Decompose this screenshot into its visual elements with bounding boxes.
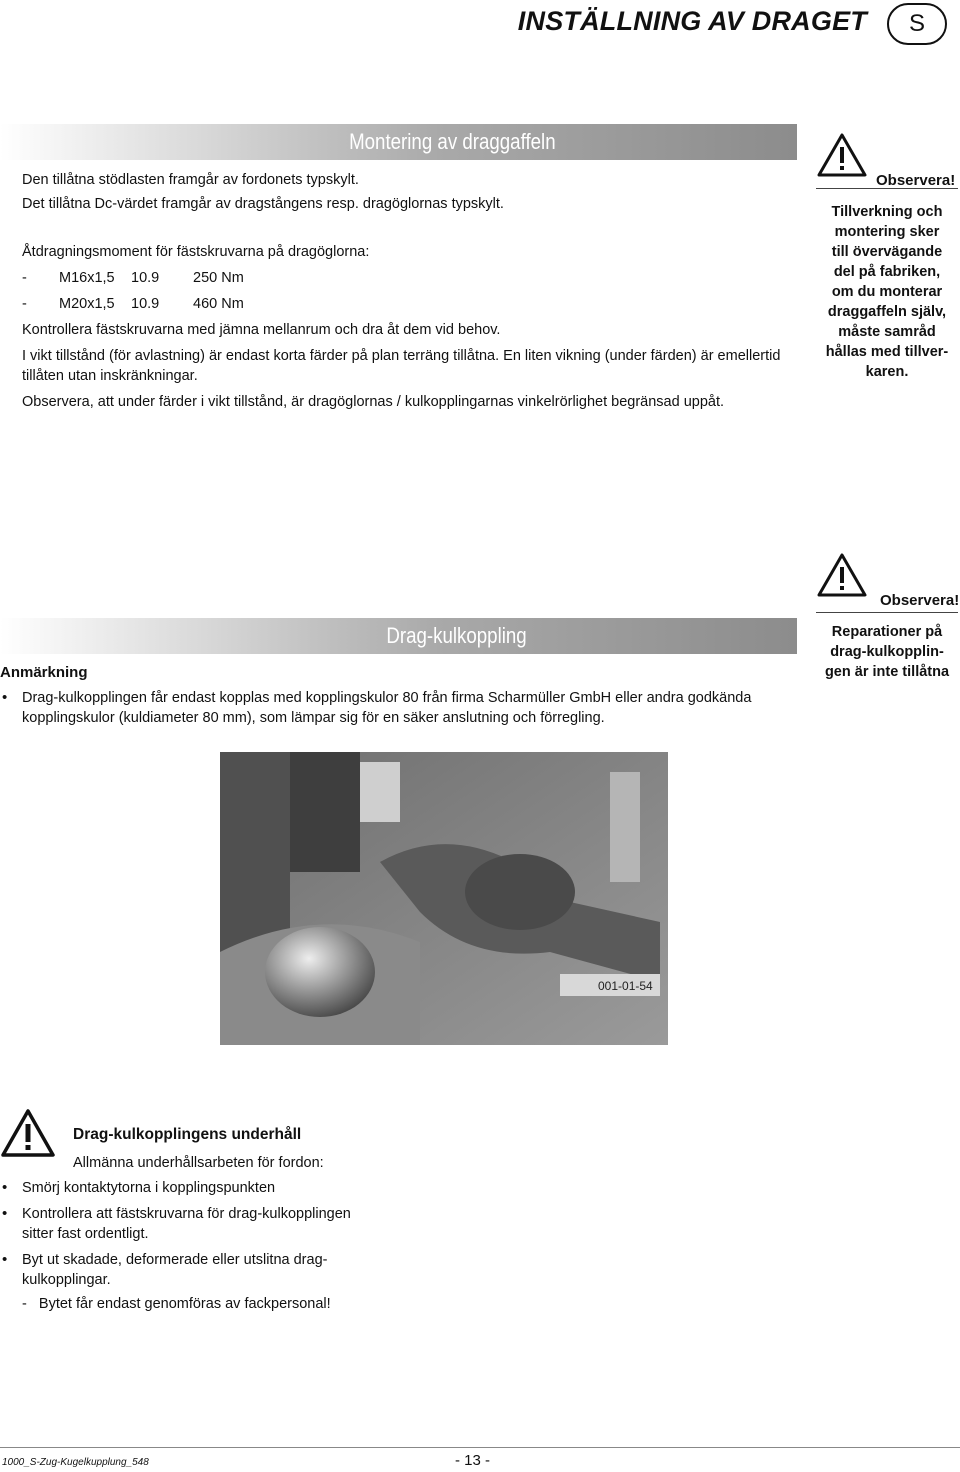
language-badge: S [887,3,947,45]
divider [816,612,958,613]
side-note-line: karen. [865,364,909,380]
maintenance-subtitle: Allmänna underhållsarbeten för fordon: [73,1155,324,1171]
side-note-text [814,202,960,382]
ball-coupling-note-list [0,688,800,728]
section-bar-mounting [0,124,797,160]
torque-dash: - [22,296,27,312]
coupling-photo [220,752,668,1045]
photo-code-label: 001-01-54 [598,979,653,993]
side-note-text [814,622,960,682]
side-note-title: Observera! [880,592,960,609]
side-note-line: gen är inte tillåtna [824,664,950,680]
coupling-photo-image [220,752,668,1045]
page-header-title: INSTÄLLNING AV DRAGET [517,6,867,36]
list-item: • Kontrollera att fästskruvarna för drag-kulkopplingen sitter fast ordentligt. [0,1204,362,1244]
warning-triangle-icon [816,132,868,178]
dc-value-line: Det tillåtna Dc-värdet framgår av dragstångens resp. dragöglornas typskylt. [22,196,504,212]
side-note-line: montering sker [834,224,940,240]
section-bar-ball-coupling [0,618,797,654]
side-note-line: hållas med tillver- [825,344,949,360]
torque-value: 250 Nm [193,270,244,286]
side-note-line: Tillverkning och [831,204,943,220]
list-item: • Smörj kontaktytorna i kopplingspunkten [0,1178,400,1198]
torque-row [22,268,802,288]
torque-size: M20x1,5 [59,296,115,312]
side-note-line: om du monterar [831,284,943,300]
check-screws-line: Kontrollera fästskruvarna med jämna mellanrum och dra åt dem vid behov. [22,322,501,338]
angle-limit-paragraph: Observera, att under färder i vikt tillstånd, är dragöglornas / kulkopplingarnas vinkelrörlighet begränsad uppåt. [22,394,725,410]
warning-triangle-icon [816,552,868,598]
torque-grade: 10.9 [131,296,160,312]
list-item: • Byt ut skadade, deformerade eller utslitna drag-kulkopplingar. [0,1250,372,1290]
side-note-line: måste samråd [838,324,936,340]
warning-triangle-icon [0,1108,56,1158]
torque-dash: - [22,270,27,286]
side-note-line: draggaffeln själv, [827,304,947,320]
torque-row [22,294,802,314]
page-number: - 13 - [455,1452,491,1469]
footer-doc-code: 1000_S-Zug-Kugelkupplung_548 [2,1457,149,1468]
list-item: • Drag-kulkopplingen får endast kopplas med kopplingskulor 80 från firma Scharmüller GmbH eller andra godkända kopplingskulor (kuldiameter 80 mm), som lämpar sig för en säker anslutning och förregling. [0,688,800,728]
torque-size: M16x1,5 [59,270,115,286]
maintenance-title: Drag-kulkopplingens underhåll [73,1126,302,1143]
footer-divider [0,1447,960,1448]
torque-value: 460 Nm [193,296,244,312]
maintenance-list [0,1178,400,1290]
folded-state-paragraph: I vikt tillstånd (för avlastning) är endast korta färder på plan terräng tillåtna. En liten vikning (under färden) är emellertid tillåten utan inskränkningar. [22,348,781,384]
torque-intro: Åtdragningsmoment för fästskruvarna på dragöglorna: [22,244,370,260]
maintenance-dash-note: - Bytet får endast genomföras av fackpersonal! [22,1296,331,1312]
stoedlast-line: Den tillåtna stödlasten framgår av fordonets typskylt. [22,172,359,188]
side-note-line: till övervägande [831,244,943,260]
mounting-text-block [22,170,802,412]
side-note-line: drag-kulkopplin- [830,644,944,660]
section-title-ball-coupling: Drag-kulkoppling [386,623,527,648]
torque-grade: 10.9 [131,270,160,286]
side-note-line: del på fabriken, [833,264,941,280]
section-title-mounting: Montering av draggaffeln [349,129,556,154]
side-note-title: Observera! [876,172,956,189]
note-label: Anmärkning [0,664,88,681]
side-note-line: Reparationer på [831,624,943,640]
